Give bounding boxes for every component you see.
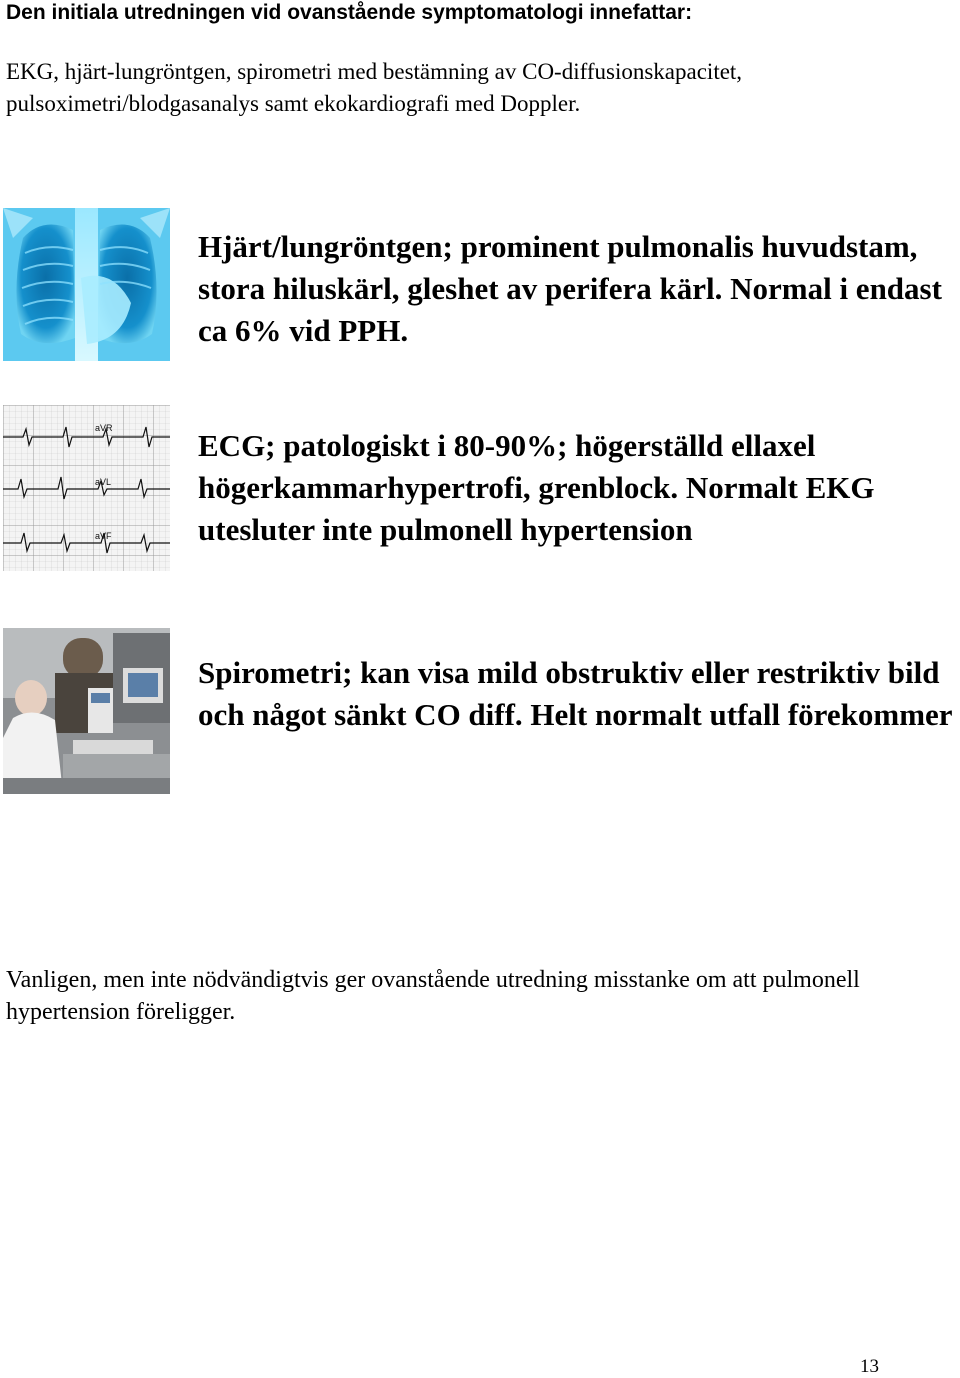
page-number: 13 bbox=[860, 1356, 879, 1377]
ecg-label-avl: aVL bbox=[95, 477, 112, 487]
ecg-strip-image bbox=[3, 405, 170, 571]
spirometry-photo-image bbox=[3, 628, 170, 794]
spirometry-caption: Spirometri; kan visa mild obstruktiv eller restriktiv bild och något sänkt CO diff. Helt normalt utfall förekommer bbox=[198, 655, 953, 732]
ecg-label-avf: aVF bbox=[95, 531, 112, 541]
xray-caption: Hjärt/lungröntgen; prominent pulmonalis huvudstam, stora hiluskärl, gleshet av perifera kärl. Normal i endast ca 6% vid PPH. bbox=[198, 229, 942, 348]
ecg-caption: ECG; patologiskt i 80-90%; högerställd ellaxel högerkammarhypertrofi, grenblock. Normalt EKG utesluter inte pulmonell hypertension bbox=[198, 428, 875, 547]
ecg-label-avr: aVR bbox=[95, 423, 113, 433]
intro-paragraph: EKG, hjärt-lungröntgen, spirometri med bestämning av CO-diffusionskapacitet, pulsoximetri/blodgasanalys samt ekokardiografi med Doppler. bbox=[6, 59, 743, 116]
chest-xray-image bbox=[3, 208, 170, 361]
document-heading: Den initiala utredningen vid ovanstående symptomatologi innefattar: bbox=[6, 1, 693, 24]
closing-paragraph: Vanligen, men inte nödvändigtvis ger ovanstående utredning misstanke om att pulmonell hypertension föreligger. bbox=[6, 967, 860, 1025]
